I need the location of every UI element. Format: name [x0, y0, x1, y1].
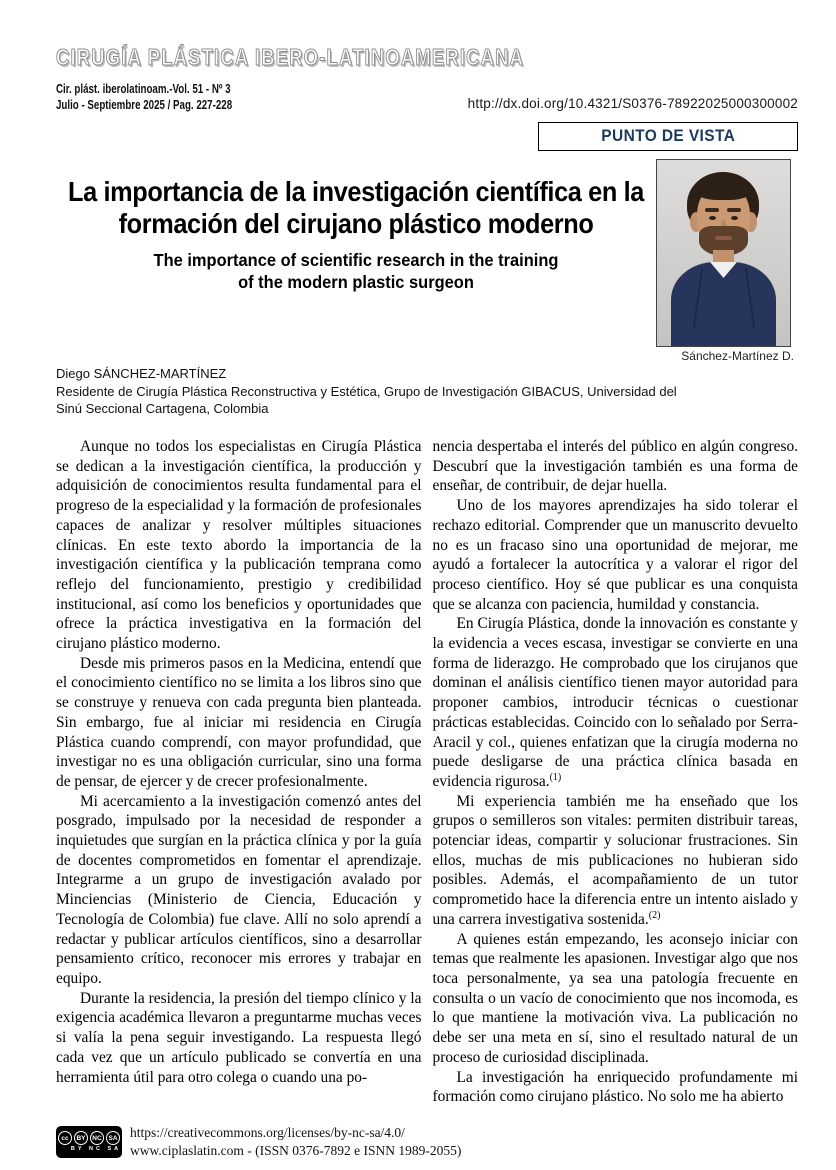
footer-text [130, 1124, 461, 1159]
portrait-eye [709, 216, 716, 220]
license-url: https://creativecommons.org/licenses/by-nc-sa/4.0/ [130, 1125, 405, 1140]
portrait-eye [731, 216, 738, 220]
body-paragraph: Durante la residencia, la presión del tiempo clínico y la exigencia académica llevaron a preguntarme muchas veces si valía la pena seguir investigando. La respuesta llegó cada vez que un artículo publicado se convertía en una herramienta útil para otro colega o cuando una po- [56, 989, 422, 1086]
cc-icon-row [58, 1131, 120, 1145]
cc-labels: BY NC SA [70, 1146, 122, 1153]
journal-logo: CIRUGÍA PLÁSTICA IBERO-LATINOAMERICANA [56, 44, 525, 70]
body-paragraph: Uno de los mayores aprendizajes ha sido tolerar el rechazo editorial. Comprender que un manuscrito devuelto no es un fracaso sino una oportunidad de mejorar, me ayudó a fortalecer la autocrítica y a valorar el rigor del proceso científico. Hoy sé que publicar es una conquista que se alcanza con paciencia, humildad y constancia. [432, 497, 798, 613]
author-affiliation: Residente de Cirugía Plástica Reconstructiva y Estética, Grupo de Investigación GIBACUS, Universidad del Sinú Seccional Cartagena, Colombia [56, 383, 677, 416]
body-paragraph: nencia despertaba el interés del público en algún congreso. Descubrí que la investigación también es una forma de enseñar, de contribuir, de dejar huella. [432, 438, 798, 495]
issn-line: www.ciplaslatin.com - (ISSN 0376-7892 e ISNN 1989-2055) [130, 1142, 462, 1158]
citation-volume: Cir. plást. iberolatinoam.-Vol. 51 - Nº 3 [56, 82, 231, 96]
body-column-right [433, 437, 799, 1107]
article-body [56, 437, 798, 1107]
author-portrait-photo [656, 159, 791, 347]
article-title-en [55, 250, 657, 294]
citation-info [56, 82, 232, 113]
citation-issue-pages: Julio - Septiembre 2025 / Pag. 227-228 [56, 97, 233, 112]
body-paragraph: La investigación ha enriquecido profundamente mi formación como cirujano plástico. No solo me ha abierto [432, 1068, 798, 1106]
cc-icon: cc [58, 1131, 72, 1145]
cc-sa-icon: SA [106, 1131, 120, 1145]
reference-marker: (2) [648, 909, 661, 921]
page-footer [56, 1124, 461, 1159]
reference-marker: (1) [549, 771, 562, 783]
author-name: Diego SÁNCHEZ-MARTÍNEZ [56, 366, 227, 381]
portrait-eyebrow [727, 208, 741, 212]
body-paragraph: Mi experiencia también me ha enseñado que los grupos o semilleros son vitales: permiten distribuir tareas, potenciar ideas, compartir y solucionar frustraciones. Sin ellos, muchas de mis publicaciones no hubieran sido posibles. Además, el acompañamiento de un tutor comprometido hace la diferencia entre un intento aislado y una carrera investigativa sostenida.$^{(2)}$ [432, 792, 798, 928]
photo-caption: Sánchez-Martínez D. [681, 349, 794, 363]
creative-commons-badge [56, 1126, 122, 1158]
section-label: PUNTO DE VISTA [601, 127, 735, 145]
doi-link: http://dx.doi.org/10.4321/S0376-78922025000300002 [467, 96, 798, 111]
author-block [56, 366, 696, 418]
cc-by-icon: BY [74, 1131, 88, 1145]
body-paragraph: Aunque no todos los especialistas en Cirugía Plástica se dedican a la investigación científica, la producción y adquisición de conocimientos resulta fundamental para el progreso de la especialidad y la formación de profesionales capaces de analizar y resolver múltiples situaciones clínicas. En este texto abordo la importancia de la investigación científica y la publicación temprana como reflejo del funcionamiento, prestigio y credibilidad institucional, así como los beneficios y oportunidades que ofrece la práctica investigativa en la formación del cirujano plástico moderno. [56, 438, 422, 653]
portrait-eyebrow [705, 208, 719, 212]
body-paragraph: Mi acercamiento a la investigación comenzó antes del posgrado, impulsado por la necesidad de responder a inquietudes que surgían en la práctica clínica y por la guía de docentes comprometidos en fomentar el aprendizaje. Integrarme a un grupo de investigación avalado por Minciencias (Ministerio de Ciencia, Educación y Tecnología de Colombia) fue clave. Allí no solo aprendí a redactar y publicar artículos científicos, sino a desarrollar pensamiento crítico, reconocer mis errores y trabajar en equipo. [56, 792, 422, 987]
portrait-hair-fringe [695, 178, 752, 200]
body-paragraph: Desde mis primeros pasos en la Medicina, entendí que el conocimiento científico no se limita a los libros sino que se construye y renueva con cada pregunta bien planteada. Sin embargo, fue al iniciar mi residencia en Cirugía Plástica cuando comprendí, con mayor profundidad, que investigar no es una obligación curricular, sino una forma de pensar, de ejercer y de crecer profesionalmente. [56, 654, 422, 790]
body-paragraph: En Cirugía Plástica, donde la innovación es constante y la evidencia a veces escasa, investigar se convierte en una forma de liderazgo. He comprobado que los cirujanos que dominan el análisis científico tienen mayor autoridad para proponer cambios, introducir técnicas o cuestionar prácticas establecidas. Coincido con lo señalado por Serra-Aracil y col., quienes enfatizan que la cirugía moderna no puede desligarse de una práctica clínica basada en evidencia rigurosa.$^{(1)}$ [432, 615, 799, 790]
article-title-es-line2: formación del cirujano plástico moderno [118, 207, 594, 239]
article-title-en-line1: The importance of scientific research in the training [153, 250, 559, 270]
body-column-left [56, 437, 422, 1107]
article-title-en-line2: of the modern plastic surgeon [238, 271, 474, 292]
portrait-mouth [715, 236, 732, 240]
cc-nc-icon: NC [90, 1131, 104, 1145]
body-paragraph: A quienes están empezando, les aconsejo iniciar con temas que realmente les apasionen. Investigar algo que nos toca personalmente, ya sea una patología frecuente en consulta o un vacío de conocimiento que nos incomoda, es lo que mantiene la motivación viva. La publicación no debe ser una meta en sí, sino el resultado natural de un proceso de curiosidad disciplinada. [432, 930, 798, 1066]
section-label-box [538, 122, 798, 151]
article-title-es [62, 176, 651, 240]
article-title-es-line1: La importancia de la investigación científica en la [68, 176, 644, 207]
